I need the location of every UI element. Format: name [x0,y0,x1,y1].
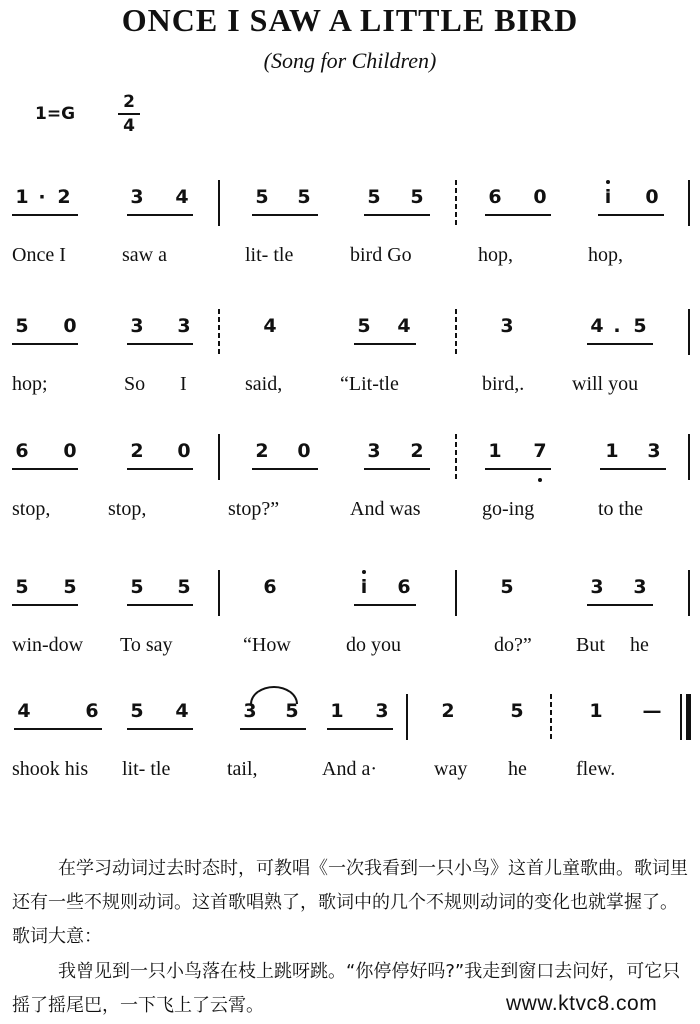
lyric: bird Go [350,244,412,266]
octave-dot [362,570,366,574]
music-system-4 [0,576,700,676]
note-beam [354,343,416,345]
time-signature-bottom: 4 [123,116,135,136]
note-beam [485,468,551,470]
music-system-3 [0,440,700,540]
lyric: to the [598,498,643,520]
lyric: he [508,758,527,780]
note-beam [14,728,102,730]
note: 5 [15,576,29,598]
note: 2 [255,440,269,462]
octave-dot [606,180,610,184]
note: 5 [633,315,647,337]
note: 5 [177,576,191,598]
note: 4 [17,700,31,722]
note: 2 [57,186,71,208]
note-beam [598,214,664,216]
note: 0 [63,315,77,337]
bar-line [455,434,457,480]
note: 0 [297,440,311,462]
note: 3 [367,440,381,462]
lyric: Once I [12,244,66,266]
note: 0 [533,186,547,208]
lyric: bird,. [482,373,525,395]
lyric: hop, [588,244,623,266]
note: 1 [605,440,619,462]
note-beam [12,604,78,606]
note: 5 [285,700,299,722]
bar-line [218,180,220,226]
note-beam [364,214,430,216]
note: 5 [410,186,424,208]
final-bar-line-thin [680,694,682,740]
note: 3 [633,576,647,598]
bar-line [455,309,457,355]
octave-dot [538,478,542,482]
lyric: And a· [322,758,377,780]
music-system-2 [0,315,700,415]
lyric: stop, [108,498,147,520]
final-bar-line-thick [686,694,691,740]
note-beam [240,728,306,730]
site-watermark: www.ktvc8.com [506,992,658,1015]
note-beam [12,468,78,470]
note: 6 [397,576,411,598]
bar-line [455,570,457,616]
note: 1 [488,440,502,462]
note: 0 [177,440,191,462]
teaching-note-paragraph: 在学习动词过去时态时，可教唱《一次我看到一只小鸟》这首儿童歌曲。歌词里还有一些不规则动词。这首歌唱熟了，歌词中的几个不规则动词的变化也就掌握了。歌词大意： [12,858,688,947]
note: i [604,186,612,208]
lyric: flew. [576,758,616,780]
note: 4 [175,186,189,208]
key-signature: 1=G [35,104,76,124]
lyric: shook his [12,758,89,780]
bar-line [688,309,690,355]
note: 3 [375,700,389,722]
note: 4 [397,315,411,337]
note-beam [12,214,78,216]
note-beam [327,728,393,730]
note-beam [587,343,653,345]
song-subtitle: (Song for Children) [263,48,437,73]
note: 5 [130,700,144,722]
lyric: will you [572,373,639,395]
bar-line [688,180,690,226]
lyric: I [180,373,187,395]
note: 3 [500,315,514,337]
lyric: And was [350,498,421,520]
note-beam [127,468,193,470]
note: 2 [130,440,144,462]
note: 5 [367,186,381,208]
music-system-5 [0,700,700,800]
lyric: lit- tle [122,758,171,780]
lyric: “Lit-tle [340,373,399,395]
note: 5 [510,700,524,722]
bar-line [218,309,220,355]
note: 6 [15,440,29,462]
note: 1 [15,186,29,208]
note: 7 [533,440,547,462]
lyric: way [434,758,468,780]
time-signature [118,92,140,136]
note: 1 [589,700,603,722]
song-title: ONCE I SAW A LITTLE BIRD [121,2,579,38]
lyric: To say [120,634,173,656]
note: 5 [63,576,77,598]
time-signature-top: 2 [123,92,135,112]
note: 2 [410,440,424,462]
note: 6 [263,576,277,598]
lyric: tail, [227,758,258,780]
note-beam [127,343,193,345]
lyric: But [576,634,605,656]
bar-line [218,434,220,480]
lyric: “How [243,634,291,656]
bar-line [406,694,408,740]
note-dot: . [613,315,621,337]
note: 0 [63,440,77,462]
note: 3 [130,186,144,208]
lyric: win-dow [12,634,84,656]
note-beam [354,604,416,606]
note: 6 [488,186,502,208]
note-beam [127,728,193,730]
music-system-1 [0,186,700,286]
note: 5 [255,186,269,208]
note: 5 [500,576,514,598]
note: 3 [647,440,661,462]
note-beam [127,214,193,216]
lyric: lit- tle [245,244,294,266]
note: 5 [357,315,371,337]
note-dot: · [38,186,46,208]
note: 6 [85,700,99,722]
note: 5 [15,315,29,337]
bar-line [550,694,552,740]
bar-line [455,180,457,226]
note-beam [127,604,193,606]
bar-line [688,434,690,480]
note: 0 [645,186,659,208]
note-beam [587,604,653,606]
note: 4 [175,700,189,722]
note: 1 [330,700,344,722]
lyric: do?” [494,634,532,656]
lyric: hop; [12,373,48,395]
lyric: go-ing [482,498,535,520]
time-signature-line [118,113,140,115]
note-beam [252,468,318,470]
note: 4 [590,315,604,337]
lyric: do you [346,634,401,656]
lyric: saw a [122,244,167,266]
note: 3 [590,576,604,598]
note-extension-dash: — [642,700,662,722]
lyric: stop, [12,498,51,520]
note-beam [600,468,666,470]
note: 5 [297,186,311,208]
note-beam [364,468,430,470]
note: 4 [263,315,277,337]
note-beam [252,214,318,216]
lyric: So [124,373,146,395]
note-beam [12,343,78,345]
note: 5 [130,576,144,598]
lyric: hop, [478,244,513,266]
note: i [360,576,368,598]
note: 3 [130,315,144,337]
note: 3 [177,315,191,337]
note: 2 [441,700,455,722]
note: 3 [243,700,257,722]
slur-mark [250,686,298,704]
lyric: said, [245,373,283,395]
lyric: stop?” [228,498,280,520]
bar-line [218,570,220,616]
note-beam [485,214,551,216]
bar-line [688,570,690,616]
lyrics-translation-paragraph: 我曾见到一只小鸟落在枝上跳呀跳。“你停停好吗?”我走到窗口去问好，可它只摇了摇尾巴，一下飞上了云霄。 [12,961,681,1016]
lyric: he [630,634,649,656]
